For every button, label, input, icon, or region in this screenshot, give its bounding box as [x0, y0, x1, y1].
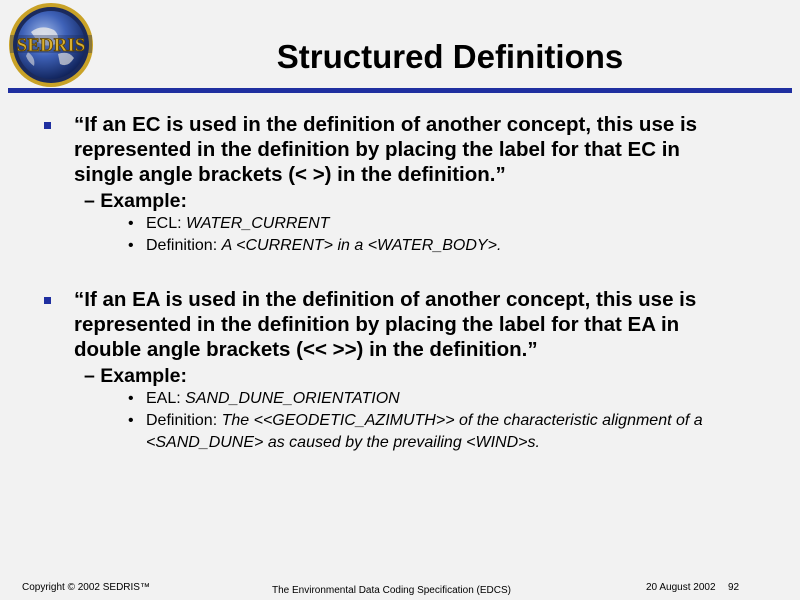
example-heading: – Example: — [84, 365, 187, 387]
square-bullet-icon — [44, 122, 51, 129]
example-item — [42, 235, 742, 257]
dot-bullet-icon: • — [128, 412, 134, 429]
bullet-point-ec — [42, 112, 742, 187]
example-item-value: WATER_CURRENT — [186, 215, 330, 232]
square-bullet-icon — [44, 297, 51, 304]
example-item — [42, 213, 742, 235]
example-item — [42, 388, 742, 410]
title-divider — [8, 88, 792, 93]
example-heading: – Example: — [84, 190, 187, 212]
example-item-label: Definition: — [146, 237, 222, 254]
footer-copyright: Copyright © 2002 SEDRIS™ — [22, 582, 150, 593]
bullet-point-ea — [42, 287, 742, 362]
example-item-value: A <CURRENT> in a <WATER_BODY>. — [221, 237, 502, 254]
bullet-text: “If an EA is used in the definition of another concept, this use is represented in the definition by placing the label for that EA in double angle brackets (<< >>) in the definition.” — [74, 288, 697, 361]
logo-text: SEDRIS — [16, 35, 86, 56]
footer-document-title: The Environmental Data Coding Specification (EDCS) — [272, 585, 511, 596]
dot-bullet-icon: • — [128, 237, 134, 254]
example-item-label: EAL: — [146, 390, 186, 407]
example-item-value: The <<GEODETIC_AZIMUTH>> of the characteristic alignment of a <SAND_DUNE> as caused by the prevailing <WIND>s. — [146, 412, 703, 451]
footer-page-number: 92 — [728, 582, 740, 593]
example-item-label: Definition: — [146, 412, 222, 429]
footer-date: 20 August 2002 — [646, 582, 716, 593]
dot-bullet-icon: • — [128, 215, 134, 232]
bullet-text: “If an EC is used in the definition of another concept, this use is represented in the definition by placing the label for that EC in single angle brackets (< >) in the definition.” — [74, 113, 698, 186]
slide-content — [42, 112, 742, 454]
example-item-label: ECL: — [146, 215, 187, 232]
dot-bullet-icon: • — [128, 390, 134, 407]
example-item-value: SAND_DUNE_ORIENTATION — [185, 390, 400, 407]
example-item — [42, 410, 742, 454]
slide-title: Structured Definitions — [276, 38, 624, 75]
